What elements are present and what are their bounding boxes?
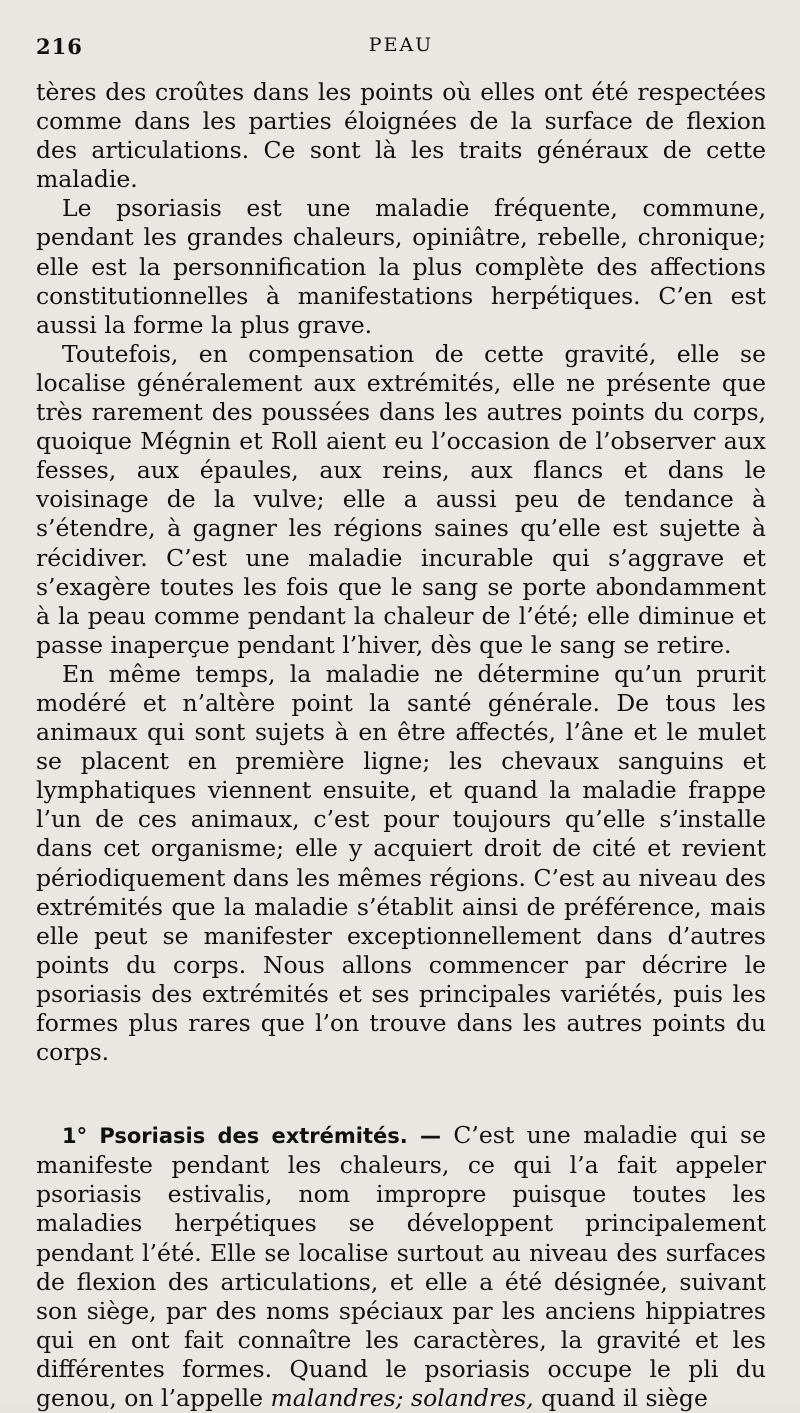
- paragraph: Toutefois, en compensation de cette gravité, elle se localise généralement aux extrémités, elle ne présente que très rarement des poussées dans les autres points du corps, quoique Mégnin et Roll aient eu l’occasion de l’observer aux fesses, aux épaules, aux reins, aux flancs et dans le voisinage de la vulve; elle a aussi peu de tendance à s’étendre, à gagner les régions saines qu’elle est sujette à récidiver. C’est une maladie incurable qui s’aggrave et s’exagère toutes les fois que le sang se porte abondamment à la peau comme pendant la chaleur de l’été; elle diminue et passe inaperçue pendant l’hiver, dès que le sang se retire.: [36, 339, 766, 659]
- section-spacer: [36, 1067, 766, 1121]
- body-text: [36, 78, 766, 1413]
- paragraph: En même temps, la maladie ne détermine qu’un prurit modéré et n’altère point la santé générale. De tous les animaux qui sont sujets à en être affectés, l’âne et le mulet se placent en première ligne; les chevaux sanguins et lymphatiques viennent ensuite, et quand la maladie frappe l’un de ces animaux, c’est pour toujours qu’elle s’installe dans cet organisme; elle y acquiert droit de cité et revient périodiquement dans les mêmes régions. C’est au niveau des extrémités que la maladie s’établit ainsi de préférence, mais elle peut se manifester exceptionnellement dans d’autres points du corps. Nous allons commencer par décrire le psoriasis des extrémités et ses principales variétés, puis les formes plus rares que l’on trouve dans les autres points du corps.: [36, 659, 766, 1067]
- page-number: 216: [36, 34, 83, 59]
- section-paragraph: [36, 1121, 766, 1413]
- paragraph-continuation: tères des croûtes dans les points où elles ont été respectées comme dans les parties éloignées de la surface de flexion des articulations. Ce sont là les traits généraux de cette maladie.: [36, 78, 766, 194]
- section-text: C’est une maladie qui se manifeste pendant les chaleurs, ce qui l’a fait appeler psoriasis estivalis, nom impropre puisque toutes les maladies herpétiques se développent principalement pendant l’été. Elle se localise surtout au niveau des surfaces de flexion des articulations, et elle a été désignée, suivant son siège, par des noms spéciaux par les anciens hippiatres qui en ont fait connaître les caractères, la gravité et les différentes formes. Quand le psoriasis occupe le pli du genou, on l’appelle: [36, 1121, 766, 1413]
- italic-terms: malandres; solandres,: [270, 1384, 534, 1413]
- running-head: PEAU: [368, 34, 434, 56]
- paragraph: Le psoriasis est une maladie fréquente, commune, pendant les grandes chaleurs, opiniâtre, rebelle, chronique; elle est la personnification la plus complète des affections constitutionnelles à manifestations herpétiques. C’en est aussi la forme la plus grave.: [36, 194, 766, 339]
- section-text-end: quand il siège: [533, 1384, 708, 1413]
- page-header: [36, 34, 766, 78]
- section-heading: 1° Psoriasis des extrémités. —: [62, 1124, 441, 1149]
